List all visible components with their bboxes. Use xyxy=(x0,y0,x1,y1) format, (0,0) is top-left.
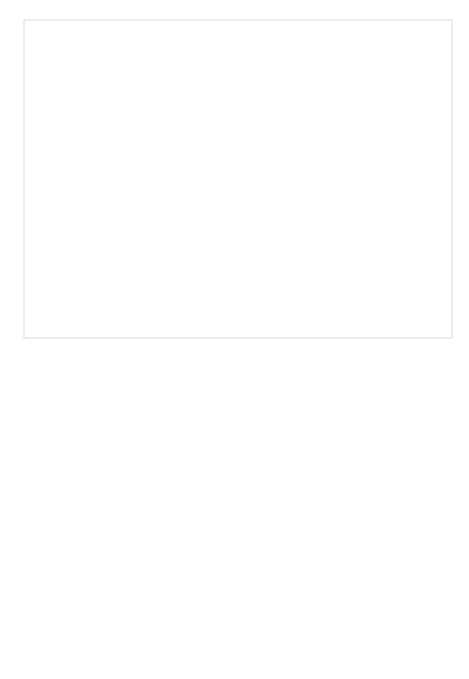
bank-usage-chart xyxy=(24,20,452,338)
bank-usage-frame xyxy=(24,20,452,338)
